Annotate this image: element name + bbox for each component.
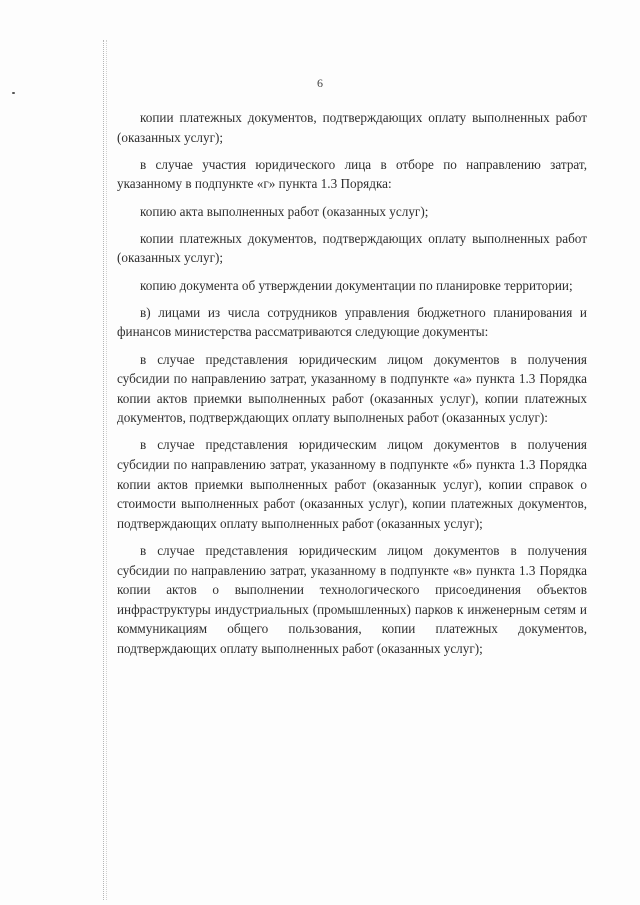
paragraph-1: копии платежных документов, подтверждающих оплату выполненных работ (оказанных услуг); — [117, 110, 587, 145]
binding-margin-line — [103, 40, 104, 900]
scan-speck — [12, 92, 15, 94]
paragraph-6: в) лицами из числа сотрудников управления бюджетного планирования и финансов министерства рассматриваются следующие документы: — [117, 304, 587, 340]
page-number: 6 — [317, 76, 323, 90]
paragraph-9: в случае представления юридическим лицом документов в получения субсидии по направлению затрат, указанному в подпункте «в» пункта 1.3 Порядка копии актов о выполнении технологического присоединения объектов инфраструктуры индустриальных (промышленных) парков к инженерным сетям и коммуникациям общего пользования, копии платежных документов, подтверждающих оплату выполненных работ (оказанных услуг); — [117, 543, 587, 656]
paragraph-4: копии платежных документов, подтверждающих оплату выполненных работ (оказанных услуг); — [117, 230, 587, 266]
paragraph-8: в случае представления юридическим лицом документов в получения субсидии по направлению затрат, указанному в подпункте «б» пункта 1.3 Порядка копии актов приемки выполненных работ (оказаннык услуг), копии справок о стоимости выполненных работ (оказанных услуг), копии платежных документов, подтверждающих оплату выполненных работ (оказанных услуг); — [117, 437, 587, 531]
binding-margin-line-secondary — [106, 40, 107, 900]
paragraph-5: копию документа об утверждении документации по планировке территории; — [140, 277, 573, 293]
document-body — [117, 108, 587, 666]
paragraph-7: в случае представления юридическим лицом документов в получения субсидии по направлению затрат, указанному в подпункте «а» пункта 1.3 Порядка копии актов приемки выполненных работ (оказанных услуг), копии платежных документов, подтверждающих оплату выполненых работ (оказанных услуг): — [117, 351, 587, 426]
paragraph-3: копию акта выполненных работ (оказанных услуг); — [140, 203, 429, 219]
paragraph-2: в случае участия юридического лица в отборе по направлению затрат, указанному в подпункте «г» пункта 1.3 Порядка: — [117, 156, 587, 192]
